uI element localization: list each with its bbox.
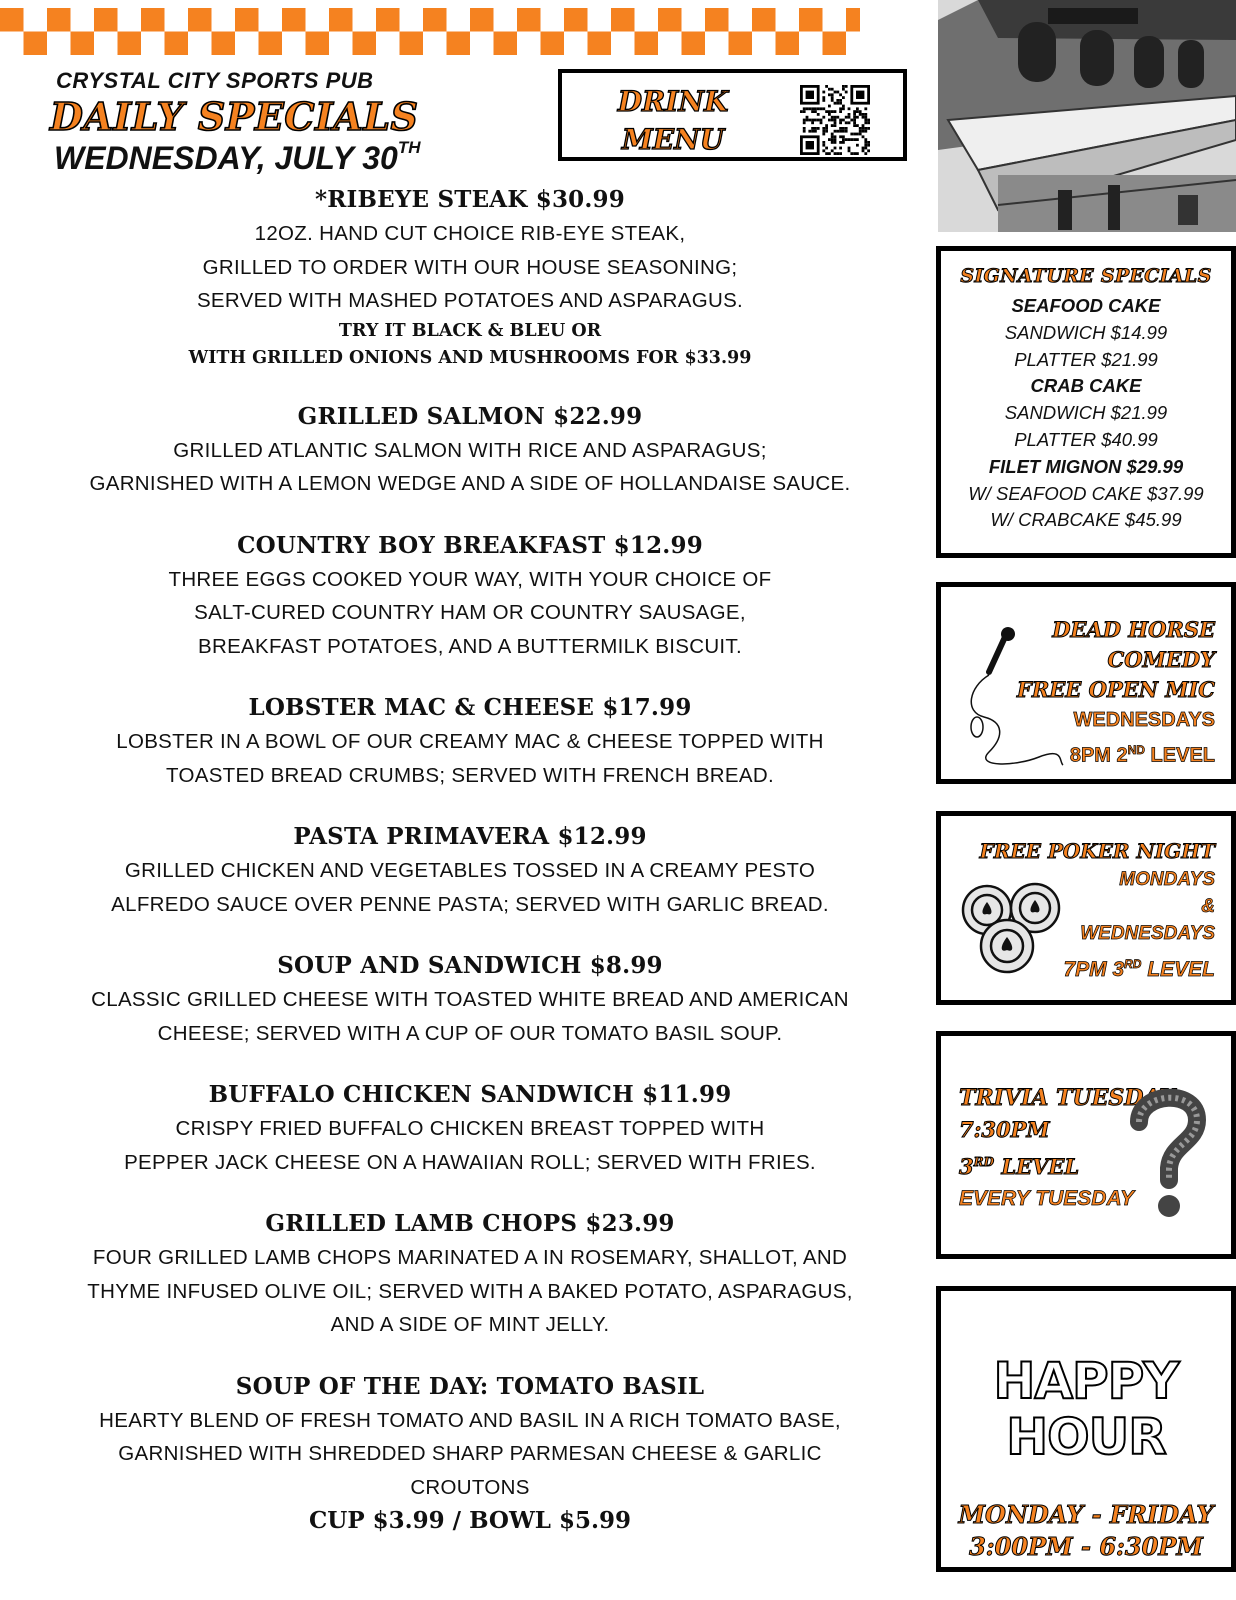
comedy-line2: COMEDY [1107, 647, 1215, 672]
menu-item-title: SOUP AND SANDWICH $8.99 [277, 952, 663, 979]
checker-square [517, 8, 541, 32]
menu-item-desc-line: GRILLED ATLANTIC SALMON WITH RICE AND ASPARAGUS; [173, 438, 767, 462]
checker-square [259, 32, 283, 56]
poker-line1: MONDAYS [1119, 869, 1215, 890]
signature-specials-box [936, 246, 1236, 558]
poker-title: FREE POKER NIGHT [979, 839, 1215, 863]
menu-item-title: LOBSTER MAC & CHEESE $17.99 [248, 694, 692, 721]
menu-item-desc-line: GRILLED CHICKEN AND VEGETABLES TOSSED IN A CREAMY PESTO [124, 859, 816, 882]
checker-square [282, 8, 306, 32]
menu-item-desc-line: SERVED WITH MASHED POTATOES AND ASPARAGUS. [196, 289, 744, 312]
menu-item-title: BUFFALO CHICKEN SANDWICH $11.99 [208, 1081, 732, 1108]
checker-square [658, 8, 682, 32]
checker-square [470, 8, 494, 32]
menu-item-desc-line: THYME INFUSED OLIVE OIL; SERVED WITH A BAKED POTATO, ASPARAGUS, [87, 1279, 853, 1303]
poker-chips-icon [959, 876, 1065, 976]
menu-item-note: TRY IT BLACK & BLEU OR [338, 320, 602, 341]
drink-menu-box[interactable] [558, 69, 907, 161]
checker-square [588, 32, 612, 56]
menu-item-title: *RIBEYE STEAK $30.99 [315, 186, 625, 213]
poker-line2: & [1201, 896, 1215, 917]
menu-item-note: WITH GRILLED ONIONS AND MUSHROOMS FOR $33.99 [188, 347, 752, 368]
menu-item-desc-line: AND A SIDE OF MINT JELLY. [330, 1313, 610, 1336]
checker-square [682, 32, 706, 56]
menu-item-breakfast [40, 529, 900, 664]
checker-square [94, 8, 118, 32]
crab-platter-price: PLATTER $40.99 [1014, 428, 1158, 450]
date-text: WEDNESDAY, JULY 30 [54, 140, 398, 176]
seafood-cake-heading: SEAFOOD CAKE [1011, 295, 1161, 316]
drink-menu-label [612, 83, 734, 159]
comedy-time: 8PM 2 [1069, 744, 1128, 767]
checker-square [705, 8, 729, 32]
qr-code-icon[interactable] [800, 85, 870, 155]
menu-item-lamb [40, 1207, 900, 1342]
checker-square [729, 32, 753, 56]
checker-square [400, 32, 424, 56]
checker-square [799, 8, 823, 32]
happy-word: HAPPY [993, 1352, 1179, 1410]
trivia-every: EVERY TUESDAY [959, 1187, 1135, 1210]
menu-item-desc-line: THREE EGGS COOKED YOUR WAY, WITH YOUR CHOICE OF [168, 567, 772, 591]
checker-square [611, 8, 635, 32]
checker-square [0, 8, 24, 32]
menu-item-desc-line: GRILLED TO ORDER WITH OUR HOUSE SEASONING; [202, 255, 738, 279]
checker-square [447, 32, 471, 56]
checker-square [212, 32, 236, 56]
menu-item-desc-line: SALT-CURED COUNTRY HAM OR COUNTRY SAUSAGE, [194, 601, 746, 624]
seafood-platter-price: PLATTER $21.99 [1014, 348, 1158, 370]
checker-square [329, 8, 353, 32]
happy-hour-time: 3:00PM - 6:30PM [969, 1532, 1203, 1561]
menu-item-desc-line: PEPPER JACK CHEESE ON A HAWAIIAN ROLL; SERVED WITH FRIES. [124, 1150, 816, 1174]
checker-square [306, 32, 330, 56]
checker-square [188, 8, 212, 32]
checker-square [165, 32, 189, 56]
comedy-text [1017, 615, 1215, 771]
pub-building-illustration [938, 0, 1236, 232]
menu-item-desc-line: GARNISHED WITH SHREDDED SHARP PARMESAN CHEESE & GARLIC [118, 1442, 822, 1465]
poker-level-suffix: RD [1124, 957, 1142, 971]
comedy-box [936, 582, 1236, 784]
happy-hour-box [936, 1286, 1236, 1572]
checker-square [376, 8, 400, 32]
menu-item-price: CUP $3.99 / BOWL $5.99 [308, 1507, 632, 1534]
menu-list [40, 183, 900, 1538]
checker-square [823, 32, 847, 56]
trivia-level-num: 3 [959, 1154, 974, 1179]
menu-item-ribeye [40, 183, 900, 372]
menu-item-desc-line: LOBSTER IN A BOWL OF OUR CREAMY MAC & CHEESE TOPPED WITH [116, 730, 824, 753]
checker-banner [0, 0, 860, 60]
menu-item-buffalo [40, 1078, 900, 1179]
checker-square [141, 8, 165, 32]
checker-square [564, 8, 588, 32]
menu-item-desc-line: TOASTED BREAD CRUMBS; SERVED WITH FRENCH BREAD. [166, 763, 774, 787]
comedy-level: LEVEL [1144, 744, 1215, 767]
poker-line3: WEDNESDAYS [1080, 923, 1215, 944]
daily-specials-title: DAILY SPECIALS [50, 94, 419, 139]
checker-square [846, 8, 860, 32]
menu-item-desc-line: 12OZ. HAND CUT CHOICE RIB-EYE STEAK, [254, 222, 686, 245]
pub-name: CRYSTAL CITY SPORTS PUB [56, 68, 374, 93]
trivia-level-word: LEVEL [994, 1154, 1080, 1179]
menu-item-desc-line: CROUTONS [410, 1475, 530, 1499]
crab-sandwich-price: SANDWICH $21.99 [1004, 402, 1168, 424]
menu-item-pasta [40, 820, 900, 921]
menu-item-desc-line: CRISPY FRIED BUFFALO CHICKEN BREAST TOPPED WITH [175, 1117, 765, 1140]
comedy-level-suffix: ND [1127, 743, 1145, 757]
hour-word: HOUR [1006, 1408, 1166, 1466]
trivia-time: 7:30PM [959, 1117, 1050, 1142]
checker-square [423, 8, 447, 32]
checker-square [235, 8, 259, 32]
poker-level: LEVEL [1141, 958, 1215, 981]
menu-item-lobster-mac [40, 691, 900, 792]
comedy-line4: WEDNESDAYS [1073, 709, 1215, 731]
menu-item-desc-line: ALFREDO SAUCE OVER PENNE PASTA; SERVED WITH GARLIC BREAD. [111, 892, 829, 916]
checker-square [71, 32, 95, 56]
menu-date [54, 140, 420, 177]
checker-square [118, 32, 142, 56]
trivia-level-suffix: RD [973, 1155, 995, 1169]
seafood-sandwich-price: SANDWICH $14.99 [1004, 321, 1168, 343]
checker-square [353, 32, 377, 56]
menu-item-desc-line: CLASSIC GRILLED CHEESE WITH TOASTED WHITE BREAD AND AMERICAN [91, 988, 849, 1011]
menu-item-title: GRILLED SALMON $22.99 [297, 402, 643, 430]
comedy-line3: FREE OPEN MIC [1016, 677, 1215, 702]
filet-crab-price: W/ CRABCAKE $45.99 [990, 509, 1182, 531]
poker-time: 7PM 3 [1063, 958, 1125, 981]
checker-square [635, 32, 659, 56]
date-suffix: TH [397, 138, 421, 158]
comedy-line1: DEAD HORSE [1052, 617, 1215, 642]
menu-item-desc-line: HEARTY BLEND OF FRESH TOMATO AND BASIL IN A RICH TOMATO BASE, [99, 1408, 841, 1432]
trivia-title: TRIVIA TUESDAY [959, 1085, 1176, 1111]
checker-square [752, 8, 776, 32]
menu-item-desc-line: GARNISHED WITH A LEMON WEDGE AND A SIDE OF HOLLANDAISE SAUCE. [89, 472, 851, 495]
poker-box [936, 811, 1236, 1005]
menu-item-salmon [40, 400, 900, 501]
checker-square [541, 32, 565, 56]
checker-square [776, 32, 800, 56]
menu-item-desc-line: FOUR GRILLED LAMB CHOPS MARINATED A IN ROSEMARY, SHALLOT, AND [92, 1246, 848, 1269]
checker-square [47, 8, 71, 32]
checker-square [24, 32, 48, 56]
menu-item-desc-line: BREAKFAST POTATOES, AND A BUTTERMILK BISCUIT. [198, 634, 742, 658]
drink-label-line1: DRINK [617, 85, 729, 118]
filet-seafood-price: W/ SEAFOOD CAKE $37.99 [968, 482, 1204, 504]
filet-mignon-price: FILET MIGNON $29.99 [988, 455, 1184, 477]
comedy-line5 [1017, 735, 1215, 771]
menu-item-title: PASTA PRIMAVERA $12.99 [293, 823, 647, 850]
crab-cake-heading: CRAB CAKE [1030, 375, 1142, 397]
menu-item-title: COUNTRY BOY BREAKFAST $12.99 [237, 531, 703, 559]
happy-hour-days: MONDAY - FRIDAY [958, 1500, 1214, 1529]
menu-item-desc-line: CHEESE; SERVED WITH A CUP OF OUR TOMATO BASIL SOUP. [157, 1021, 783, 1045]
question-mark-icon [1127, 1084, 1207, 1224]
trivia-box [936, 1031, 1236, 1259]
signature-title: SIGNATURE SPECIALS [960, 265, 1212, 287]
menu-item-soup-sandwich [40, 949, 900, 1050]
checker-square [494, 32, 518, 56]
menu-item-title: SOUP OF THE DAY: TOMATO BASIL [235, 1372, 705, 1400]
drink-label-line2: MENU [621, 123, 725, 156]
menu-item-title: GRILLED LAMB CHOPS $23.99 [265, 1210, 675, 1237]
menu-item-soup-of-day [40, 1370, 900, 1539]
